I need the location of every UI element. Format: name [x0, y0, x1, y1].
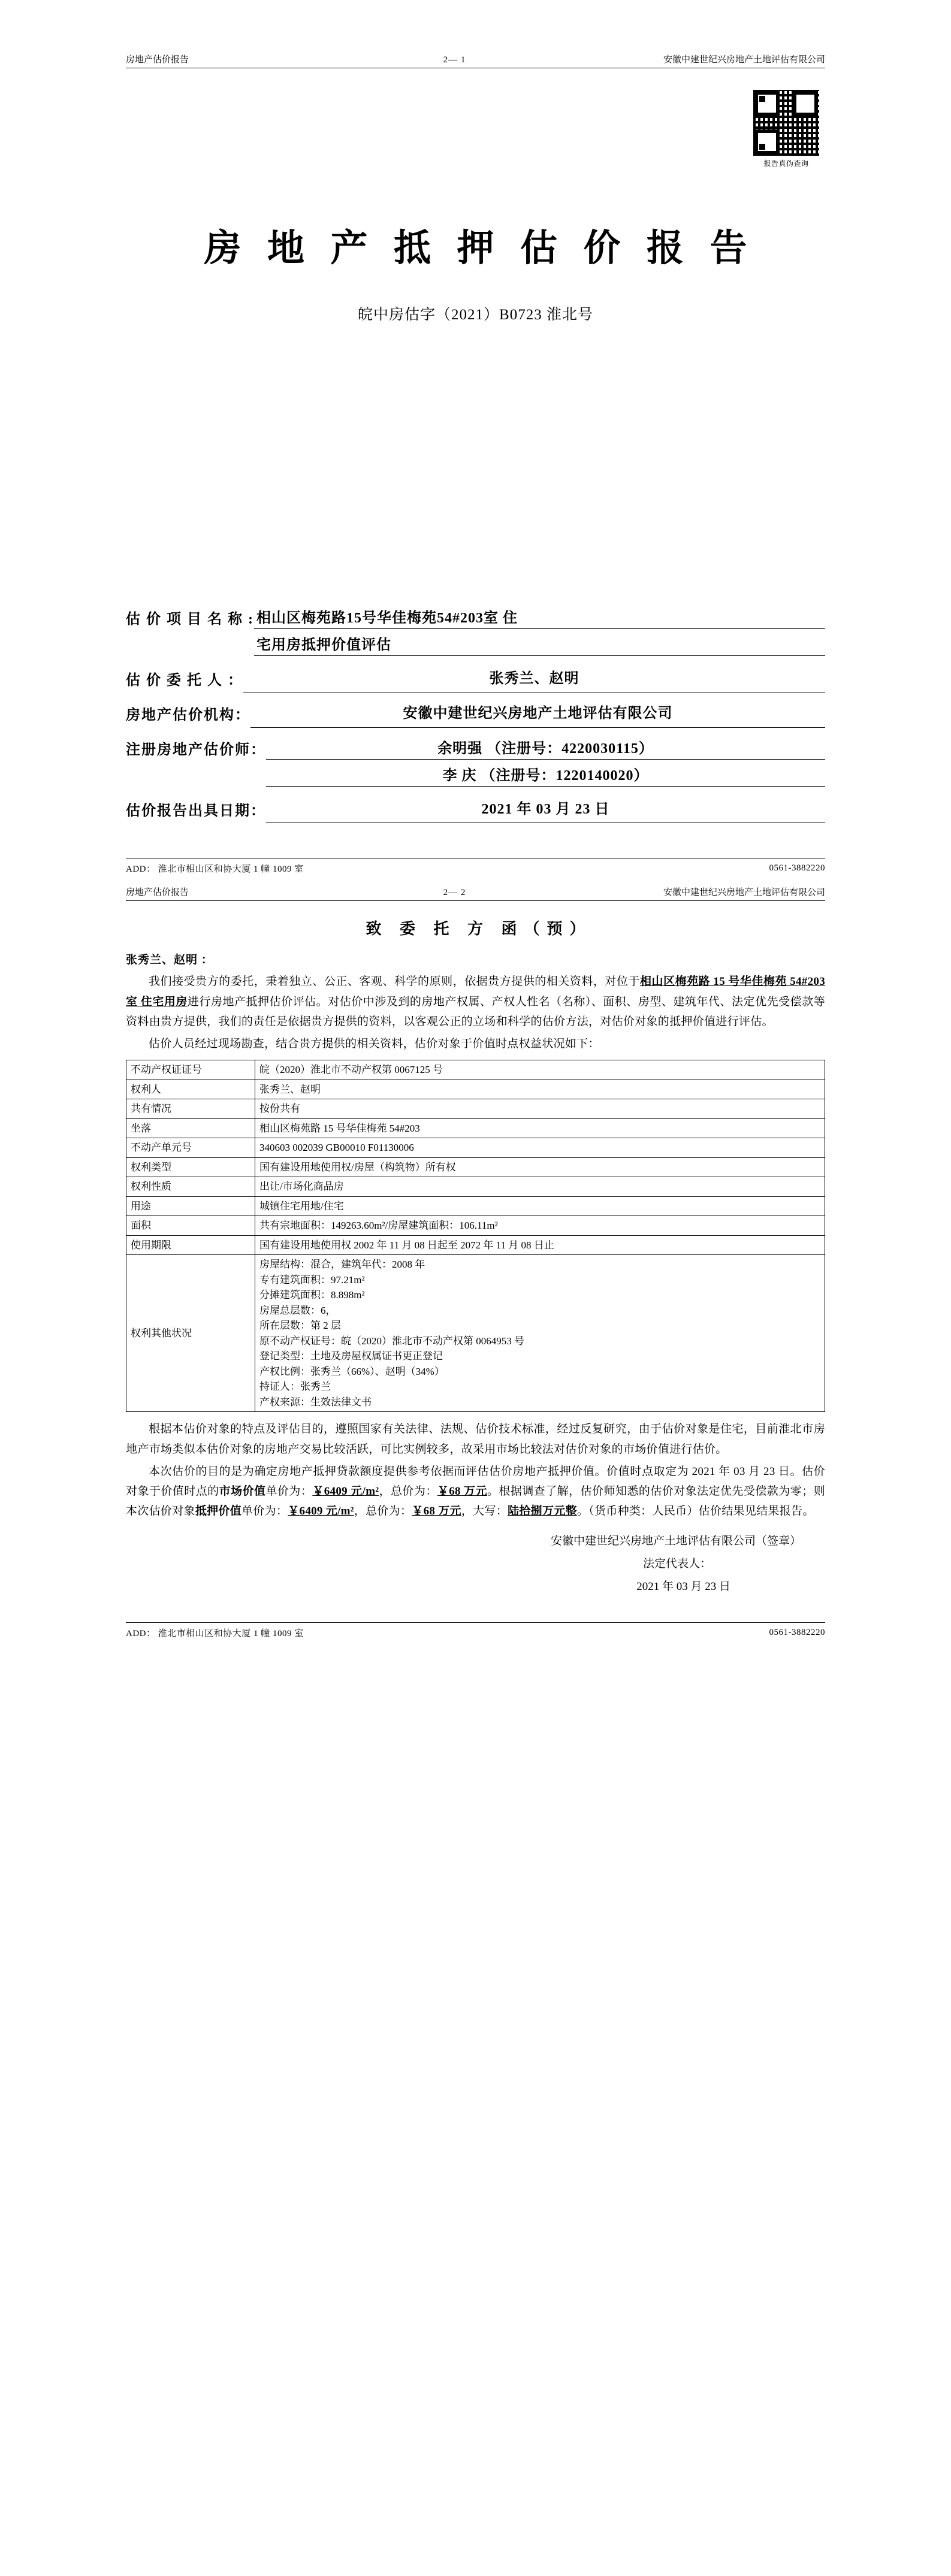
- row-label-other-status: 权利其他状况: [126, 1255, 255, 1412]
- para4-market-value-label: 市场价值: [219, 1485, 266, 1498]
- qr-caption: 报告真伪查询: [763, 159, 809, 168]
- market-unit-price: ￥6409 元/m²: [312, 1485, 379, 1498]
- row-value-term: 国有建设用地使用权 2002 年 11 月 08 日起至 2072 年 11 月 08 日止: [255, 1235, 825, 1255]
- table-row: [126, 1235, 825, 1255]
- row-label-cert-no: 不动产权证证号: [126, 1060, 255, 1080]
- para4-part-g: 单价为：: [241, 1505, 288, 1518]
- other-status-line-9: 持证人：张秀兰: [259, 1381, 331, 1393]
- other-status-line-8: 产权比例：张秀兰（66%）、赵明（34%）: [259, 1365, 445, 1377]
- signature-legal-rep: 法定代表人：: [642, 1557, 711, 1570]
- qr-eye-inner-tr: [807, 96, 813, 102]
- market-total-price: ￥68 万元: [437, 1485, 487, 1498]
- row-value-location: 相山区梅苑路 15 号华佳梅苑 54#203: [255, 1118, 825, 1138]
- row-label-owner: 权利人: [126, 1080, 255, 1099]
- row-label-area: 面积: [126, 1216, 255, 1236]
- row-label-usage: 用途: [126, 1196, 255, 1216]
- field-client-value: 张秀兰、赵明: [243, 667, 825, 693]
- field-client: [126, 667, 825, 693]
- table-row: [126, 1216, 825, 1236]
- row-label-unit-no: 不动产单元号: [126, 1138, 255, 1158]
- row-label-right-nature: 权利性质: [126, 1177, 255, 1197]
- qr-code-image: [753, 90, 819, 156]
- field-appraisal-firm-label: 房地产估价机构：: [126, 707, 250, 723]
- row-label-right-type: 权利类型: [126, 1157, 255, 1177]
- footer-address-2: ADD： 淮北市相山区和协大厦 1 幢 1009 室: [126, 1628, 304, 1638]
- para1-part-a: 我们接受贵方的委托，秉着独立、公正、客观、科学的原则，依据贵方提供的相关资料，对位于: [149, 975, 641, 988]
- running-header-page2: [126, 885, 825, 901]
- header-company-name: 安徽中建世纪兴房地产土地评估有限公司: [663, 55, 825, 65]
- running-footer-page1: [126, 858, 825, 875]
- table-row: [126, 1080, 825, 1099]
- row-value-right-nature: 出让/市场化商品房: [255, 1177, 825, 1197]
- table-row: [126, 1099, 825, 1119]
- property-info-table: [126, 1060, 825, 1412]
- other-status-line-2: 专有建筑面积：97.21m²: [259, 1274, 365, 1286]
- table-row: [126, 1196, 825, 1216]
- row-value-cert-no: 皖（2020）淮北市不动产权第 0067125 号: [255, 1060, 825, 1080]
- other-status-line-1: 房屋结构：混合，建筑年代：2008 年: [259, 1259, 425, 1271]
- para4-part-j: 。（货币种类：人民币）估价结果见结果报告。: [576, 1505, 814, 1518]
- para1-part-c: 进行房地产抵押估价评估。对估价中涉及到的房地产权属、产权人性名（名称）、面积、房型、建筑年代、法定优先受偿款等资料由贵方提供，我们的责任是依据贵方提供的资料，以客观公正的立场和科学的估价方法，对估价对象的抵押价值进行评估。: [126, 995, 825, 1028]
- running-footer-page2: [126, 1622, 825, 1639]
- field-project-name: [126, 606, 825, 656]
- header-company-name-2: 安徽中建世纪兴房地产土地评估有限公司: [663, 888, 825, 898]
- qr-eye-inner-tl: [759, 96, 765, 102]
- field-project-name-value-line1: 相山区梅苑路15号华佳梅苑54#203室 住: [254, 606, 825, 629]
- mortgage-unit-price: ￥6409 元/m²: [288, 1505, 354, 1518]
- field-client-label: 估 价 委 托 人 ：: [126, 673, 243, 688]
- field-appraisers: [126, 736, 825, 787]
- footer-phone: 0561-3882220: [769, 863, 825, 873]
- letter-paragraph-2: 估价人员经过现场勘查，结合贵方提供的相关资料，估价对象于价值时点权益状况如下：: [149, 1038, 600, 1051]
- cover-field-list: [126, 606, 825, 823]
- row-value-owner: 张秀兰、赵明: [255, 1080, 825, 1099]
- table-row: [126, 1177, 825, 1197]
- other-status-line-5: 所在层数：第 2 层: [259, 1320, 341, 1332]
- para4-part-c: 单价为：: [265, 1485, 313, 1498]
- header-page-number-2: 2— 2: [443, 888, 466, 898]
- field-appraisal-firm-value: 安徽中建世纪兴房地产土地评估有限公司: [250, 702, 825, 728]
- table-row: [126, 1255, 825, 1412]
- field-appraisers-label: 注册房地产估价师：: [126, 742, 266, 758]
- field-project-name-label: 估 价 项 目 名 称 :: [126, 612, 254, 627]
- header-page-number: 2— 1: [443, 55, 466, 65]
- field-appraiser-2: 李 庆 （注册号：1220140020）: [266, 763, 825, 787]
- footer-phone-2: 0561-3882220: [769, 1627, 825, 1637]
- para4-part-h: ，总价为：: [354, 1505, 412, 1518]
- para4-mortgage-value-label: 抵押价值: [195, 1505, 242, 1518]
- row-label-co-ownership: 共有情况: [126, 1099, 255, 1119]
- cover-subtitle: 皖中房估字（2021）B0723 淮北号: [358, 307, 593, 323]
- qr-eye-inner-bl: [759, 144, 765, 150]
- qr-code-block: [750, 90, 822, 168]
- other-status-line-3: 分摊建筑面积：8.898m²: [259, 1289, 365, 1301]
- amount-in-words: 陆拾捌万元整: [508, 1505, 577, 1518]
- header-left-text: 房地产估价报告: [126, 55, 189, 65]
- table-row: [126, 1138, 825, 1158]
- para1-subject: 相山区梅苑路 15 号华佳梅苑 54#203 室 住宅用房: [126, 975, 825, 1008]
- letter-paragraph-3: 根据本估价对象的特点及评估目的，遵照国家有关法律、法规、估价技术标准，经过反复研究，由于估价对象是住宅，目前淮北市房地产市场类似本估价对象的房地产交易比较活跃，可比实例较多，故采用市场比较法对估价对象的市场价值进行估价。: [126, 1423, 825, 1456]
- table-row: [126, 1060, 825, 1080]
- footer-address: ADD： 淮北市相山区和协大厦 1 幢 1009 室: [126, 864, 304, 875]
- letter-title: 致 委 托 方 函（预）: [366, 920, 593, 938]
- signature-company: 安徽中建世纪兴房地产土地评估有限公司（签章）: [550, 1534, 801, 1547]
- other-status-line-10: 产权来源：生效法律文书: [259, 1396, 372, 1408]
- row-label-term: 使用期限: [126, 1235, 255, 1255]
- signature-block: [126, 1530, 825, 1598]
- row-value-area: 共有宗地面积：149263.60m²/房屋建筑面积：106.11m²: [255, 1216, 825, 1236]
- cover-title: 房 地 产 抵 押 估 价 报 告: [204, 228, 756, 269]
- row-label-location: 坐落: [126, 1118, 255, 1138]
- letter-salutation: 张秀兰、赵明 ：: [126, 954, 213, 967]
- para4-part-i: ，大写：: [461, 1505, 508, 1518]
- other-status-line-4: 房屋总层数：6，: [259, 1304, 336, 1316]
- row-value-other-status: [255, 1255, 825, 1412]
- mortgage-total-price: ￥68 万元: [412, 1505, 461, 1518]
- table-row: [126, 1157, 825, 1177]
- field-appraiser-1: 余明强 （注册号：4220030115）: [266, 736, 825, 760]
- row-value-co-ownership: 按份共有: [255, 1099, 825, 1119]
- field-issue-date: [126, 797, 825, 824]
- signature-date: 2021 年 03 月 23 日: [636, 1580, 730, 1593]
- letter-paragraph-4: [126, 1462, 825, 1522]
- field-issue-date-value: 2021 年 03 月 23 日: [266, 797, 825, 824]
- other-status-line-7: 登记类型：土地及房屋权属证书更正登记: [259, 1350, 443, 1362]
- cover-sheet: [0, 0, 951, 875]
- para4-part-a: 本次估价的目的是为确定房地产抵押贷款额度提供参考依据而评估估价房地产抵押价值。价值时点取定为 2021 年 03 月 23 日。估价对象于价值时点的: [126, 1465, 825, 1498]
- letter-sheet: [0, 875, 951, 1638]
- row-value-right-type: 国有建设用地使用权/房屋（构筑物）所有权: [255, 1157, 825, 1177]
- row-value-usage: 城镇住宅用地/住宅: [255, 1196, 825, 1216]
- letter-paragraph-1: [126, 972, 825, 1032]
- para4-part-e: 。根据调查了解，估价师知悉的估价对象法定优先受偿款为零；则本次估价对象: [126, 1485, 825, 1518]
- header-left-text-2: 房地产估价报告: [126, 888, 189, 898]
- para4-part-d: ，总价为：: [379, 1485, 437, 1498]
- other-status-line-6: 原不动产权证号：皖（2020）淮北市不动产权第 0064953 号: [259, 1335, 524, 1347]
- field-project-name-value-line2: 宅用房抵押价值评估: [254, 633, 825, 656]
- qr-eye-bottom-left: [754, 129, 780, 155]
- field-issue-date-label: 估价报告出具日期：: [126, 803, 266, 819]
- table-row: [126, 1118, 825, 1138]
- row-value-unit-no: 340603 002039 GB00010 F01130006: [255, 1138, 825, 1158]
- running-header-page1: [126, 53, 825, 68]
- field-appraisal-firm: [126, 702, 825, 728]
